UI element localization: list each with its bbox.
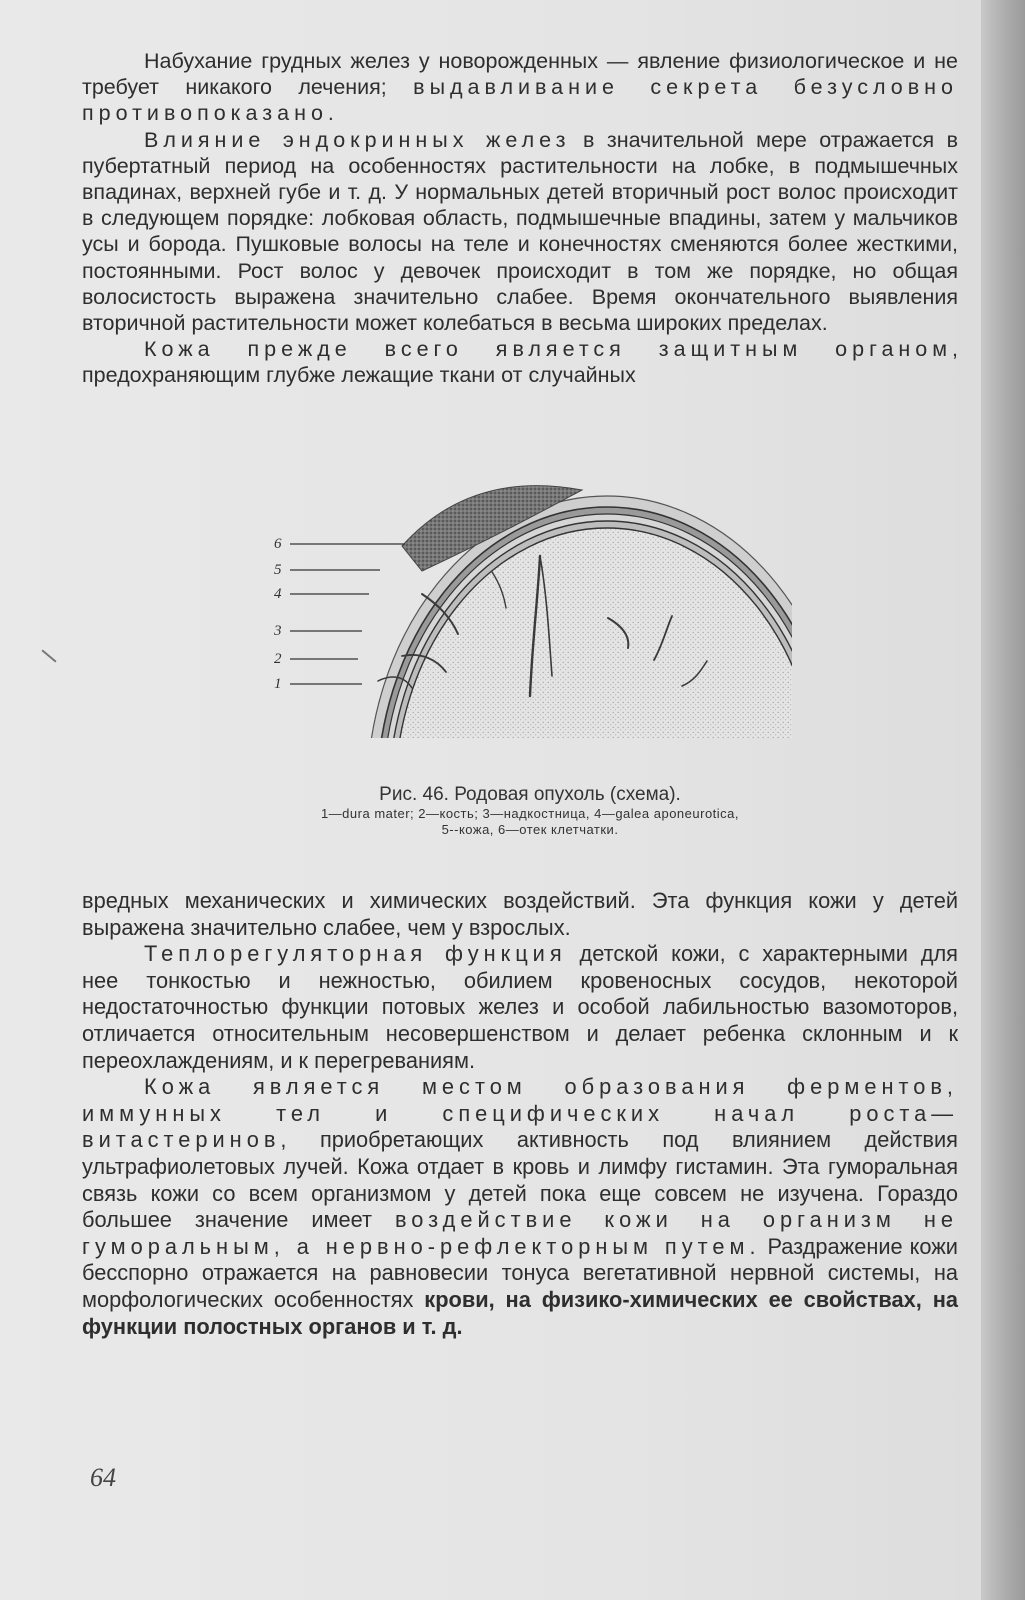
text-span: в значительной мере отражается в пубертатный период на особенностях растительности на лобке, в подмышечных впадинах, верхней губе и т. д. У нормальных детей вторичный рост волос происходит в следующем порядке: лобковая область, подмышечные впадины, затем у мальчиков усы и борода. Пушковые волосы на теле и конечностях сменяются более жесткими, постоянными. Рост волос у девочек происходит в том же порядке, но общая волосистость выражена значительно слабее. Время окончательного выявления вторичной растительности может колебаться в весьма широких пределах. bbox=[82, 127, 958, 336]
text-span: , предохраняющим глубже лежащие ткани от случайных bbox=[82, 337, 958, 388]
text-block-top bbox=[82, 48, 958, 389]
text-span-spaced: Влияние эндокринных желез bbox=[144, 127, 571, 152]
page-edge-shadow bbox=[981, 0, 1025, 1600]
birth-tumor-scheme-illustration bbox=[262, 476, 792, 756]
figure-label-6: 6 bbox=[274, 536, 282, 552]
figure-caption-legend-line1: 1—dura mater; 2—кость; 3—надкостница, 4—galea aponeurotica, bbox=[320, 806, 740, 821]
text-span: Набухание грудных желез у новорожденных — явление физиологическое и не требует никакого лечения; bbox=[82, 49, 958, 100]
text-span: , приобретающих активность под влиянием действия ультрафиолетовых лучей. Кожа отдает в кровь и лимфу гистамин. Эта гуморальная связь кожи со всем организмом у детей пока еще совсем не изучена. Гораздо большее значение имеет bbox=[82, 1127, 958, 1233]
label-leader-lines bbox=[290, 544, 405, 684]
text-block-bottom bbox=[82, 888, 958, 1340]
text-span-bold: крови, на физико-химических ее свойствах, на функции полостных органов и т. д. bbox=[82, 1286, 958, 1339]
paragraph-breast-swelling bbox=[82, 48, 958, 127]
text-span-spaced: Кожа прежде всего является защитным органом bbox=[144, 337, 953, 362]
text-span: детской кожи, с характерными для нее тонкостью и нежностью, обилием кровеносных сосудов, некоторой недостаточностью функции потовых желез и особой лабильностью вазомоторов, отличается относительным несовершенством и делает ребенка склонным и к переохлаждениям, и к перегреваниям. bbox=[82, 941, 958, 1073]
figure-label-2: 2 bbox=[274, 651, 282, 667]
figure-caption-legend-line2: 5--кожа, 6—отек клетчатки. bbox=[441, 822, 619, 837]
figure-birth-tumor bbox=[262, 476, 792, 756]
paragraph-enzymes bbox=[82, 1074, 958, 1340]
paragraph-skin-protective bbox=[82, 336, 958, 388]
figure-labels bbox=[273, 536, 282, 692]
text-span-spaced: Кожа является местом образования ферментов, иммунных тел и специфических начал роста—витастеринов bbox=[82, 1074, 958, 1153]
figure-caption-title: Рис. 46. Родовая опухоль (схема). bbox=[379, 784, 681, 805]
text-span-spaced: воздействие кожи на организм не гуморальным, а нервно-рефлекторным путем. bbox=[82, 1207, 958, 1259]
figure-label-3: 3 bbox=[274, 623, 282, 639]
paragraph-harmful-effects bbox=[82, 888, 958, 941]
paragraph-thermoregulation bbox=[82, 941, 958, 1074]
text-span-spaced: Теплорегуляторная функция bbox=[144, 941, 567, 967]
page-number: 64 bbox=[90, 1463, 116, 1492]
figure-label-5: 5 bbox=[274, 562, 282, 578]
figure-label-1: 1 bbox=[274, 676, 282, 692]
stray-mark bbox=[41, 649, 56, 662]
paragraph-endocrine bbox=[82, 127, 958, 337]
figure-label-4: 4 bbox=[274, 586, 282, 602]
text-span-spaced: выдавливание секрета безусловно противопоказано. bbox=[82, 75, 959, 126]
figure-drawing bbox=[367, 486, 792, 756]
text-span: Раздражение кожи бесспорно отражается на равновесии тонуса вегетативной нервной системы, на морфологических особенностях bbox=[82, 1233, 958, 1312]
text-span: вредных механических и химических воздействий. Эта функция кожи у детей выражена значительно слабее, чем у взрослых. bbox=[82, 888, 958, 940]
